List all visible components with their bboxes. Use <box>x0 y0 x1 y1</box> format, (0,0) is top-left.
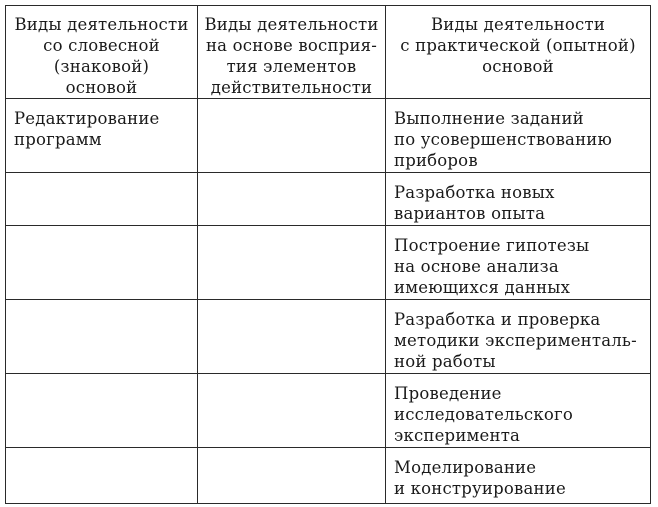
header-text-line: основой <box>482 57 554 76</box>
header-text-line: тия элементов <box>226 57 357 76</box>
cell-text-line: Разработка новых <box>394 183 555 202</box>
cell-text-line: Разработка и проверка <box>394 310 601 329</box>
header-text-line: с практической (опытной) <box>400 36 636 55</box>
table-cell-verbal <box>6 448 198 504</box>
header-text-line: на основе восприя- <box>205 36 378 55</box>
cell-text-line: методики эксперименталь- <box>394 331 637 350</box>
table-cell-verbal <box>6 99 198 173</box>
cell-text-line: Редактирование <box>14 109 160 128</box>
table-cell-verbal <box>6 374 198 448</box>
table-cell-verbal <box>6 226 198 300</box>
header-text-line: со словесной <box>43 36 160 55</box>
cell-text-line: ной работы <box>394 352 496 371</box>
table-cell-practical <box>386 374 651 448</box>
table-row <box>6 99 651 173</box>
header-perception-basis <box>198 6 386 99</box>
header-text-line: (знаковой) <box>53 57 150 76</box>
cell-text-line: исследовательского <box>394 405 573 424</box>
cell-text-line: имеющихся данных <box>394 278 571 297</box>
cell-text-line: и конструирование <box>394 479 566 498</box>
table-cell-perception <box>198 448 386 504</box>
table-header-row <box>6 6 651 99</box>
table-cell-practical <box>386 448 651 504</box>
cell-text-line: по усовершенствованию <box>394 130 613 149</box>
cell-text-line: Выполнение заданий <box>394 109 584 128</box>
table-cell-practical <box>386 173 651 226</box>
cell-text-line: Проведение <box>394 384 502 403</box>
cell-text-line: программ <box>14 130 102 149</box>
table-cell-perception <box>198 374 386 448</box>
table-row <box>6 300 651 374</box>
table-cell-perception <box>198 99 386 173</box>
cell-text-line: приборов <box>394 151 478 170</box>
activity-types-table <box>5 5 651 504</box>
cell-text-line: Моделирование <box>394 458 537 477</box>
table-row <box>6 226 651 300</box>
table-cell-perception <box>198 173 386 226</box>
table-cell-perception <box>198 226 386 300</box>
table-cell-practical <box>386 300 651 374</box>
cell-text-line: вариантов опыта <box>394 204 546 223</box>
header-text-line: основой <box>65 78 138 97</box>
table-cell-verbal <box>6 300 198 374</box>
table-cell-verbal <box>6 173 198 226</box>
cell-text-line: Построение гипотезы <box>394 236 590 255</box>
table-cell-practical <box>386 226 651 300</box>
table-row <box>6 448 651 504</box>
header-text-line: Виды деятельности <box>204 15 379 34</box>
header-text-line: действительности <box>210 78 373 97</box>
table-cell-perception <box>198 300 386 374</box>
cell-text-line: эксперимента <box>394 426 521 445</box>
header-practical-basis <box>386 6 651 99</box>
header-text-line: Виды деятельности <box>430 15 606 34</box>
table-cell-practical <box>386 99 651 173</box>
header-text-line: Виды деятельности <box>14 15 189 34</box>
table-row <box>6 173 651 226</box>
table-row <box>6 374 651 448</box>
header-verbal-sign-basis <box>6 6 198 99</box>
cell-text-line: на основе анализа <box>394 257 559 276</box>
